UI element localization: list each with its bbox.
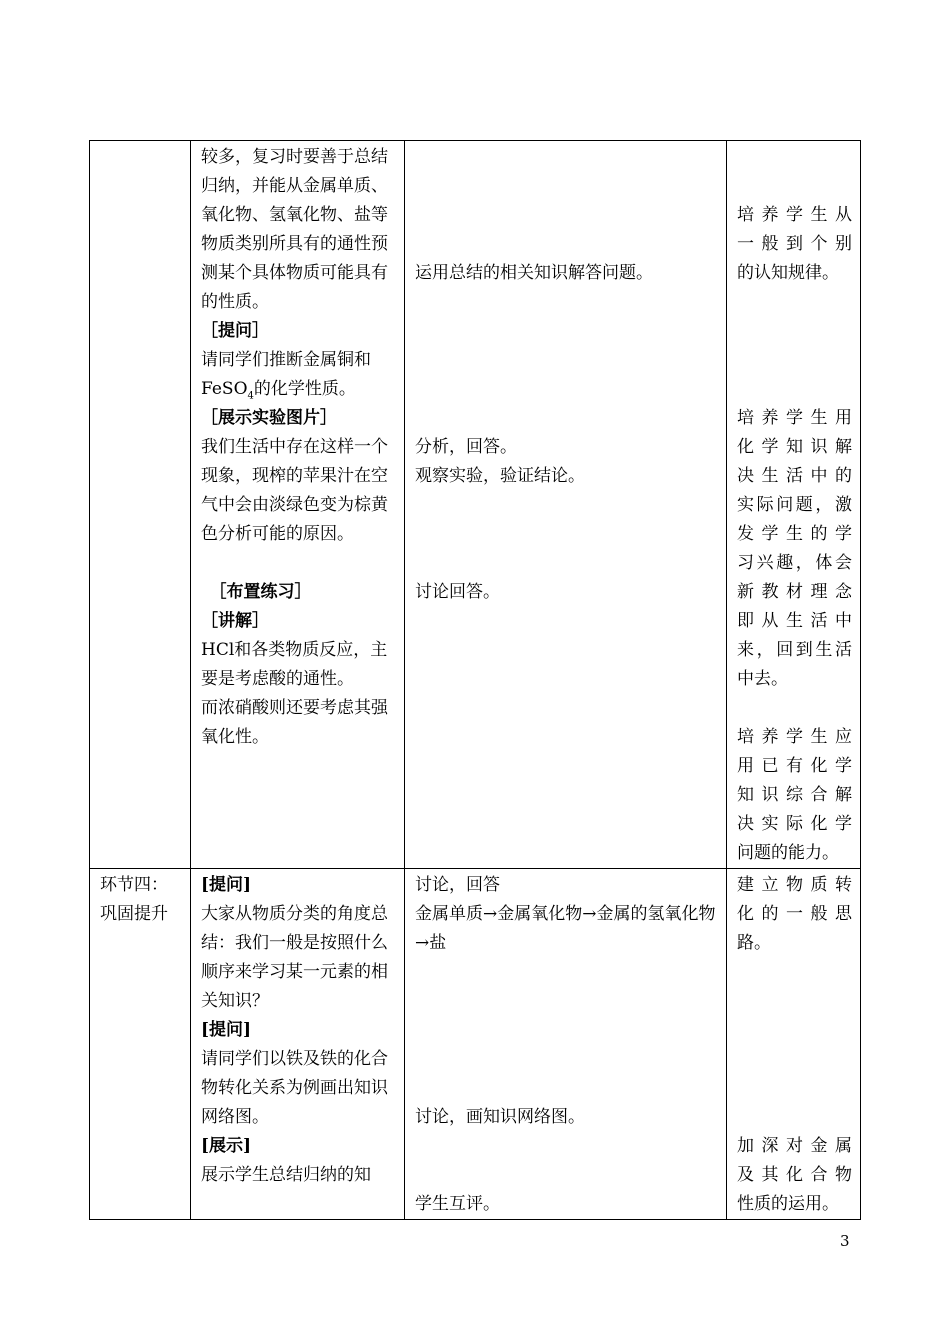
section-heading: [提问] <box>201 1020 252 1040</box>
intent-line: 即从生活中 <box>737 611 852 631</box>
intent-line: 加深对金属 <box>737 1136 852 1156</box>
student-text: 运用总结的相关知识解答问题。 <box>415 263 653 283</box>
table-row <box>90 869 861 1220</box>
teacher-text: HCl和各类物质反应，主要是考虑酸的通性。 <box>201 640 388 689</box>
intent-line: 用已有化学 <box>737 756 852 776</box>
student-text: 讨论，回答 <box>415 875 500 895</box>
section-heading: ［布置练习］ <box>201 582 312 602</box>
section-heading: ［提问］ <box>201 321 269 341</box>
intent-line: 来，回到生活 <box>737 640 852 660</box>
intent-line: 培养学生用 <box>737 408 852 428</box>
student-activity-cell <box>405 141 727 869</box>
intent-line: 决生活中的 <box>737 466 852 486</box>
intent-line: 实际问题，激 <box>737 495 852 515</box>
intent-line: 培养学生应 <box>737 727 852 747</box>
teacher-text: 请同学们推断金属铜和 <box>201 350 371 370</box>
section-heading: [提问] <box>201 875 252 895</box>
intent-line: 新教材理念 <box>737 582 852 602</box>
stage-cell <box>90 869 191 1220</box>
intent-line: 路。 <box>737 933 771 953</box>
intent-line: 中去。 <box>737 669 788 689</box>
page-number: 3 <box>840 1232 850 1250</box>
intent-line: 决实际化学 <box>737 814 852 834</box>
teacher-text: 我们生活中存在这样一个现象，现榨的苹果汁在空气中会由淡绿色变为棕黄色分析可能的原因。 <box>201 437 388 544</box>
intent-line: 化的一般思 <box>737 904 852 924</box>
teacher-text: 请同学们以铁及铁的化合物转化关系为例画出知识网络图。 <box>201 1049 388 1127</box>
intent-line: 化学知识解 <box>737 437 852 457</box>
student-text: 学生互评。 <box>415 1194 500 1214</box>
intent-line: 的认知规律。 <box>737 263 839 283</box>
student-text: 分析，回答。 <box>415 437 517 457</box>
intent-line: 发学生的学 <box>737 524 852 544</box>
teacher-text: 展示学生总结归纳的知 <box>201 1165 371 1185</box>
intent-line: 建立物质转 <box>737 875 852 895</box>
teacher-text: 大家从物质分类的角度总结：我们一般是按照什么顺序来学习某一元素的相关知识？ <box>201 904 388 1011</box>
section-heading: ［讲解］ <box>201 611 269 631</box>
formula-line: FeSO$_4$的化学性质。 <box>201 379 356 402</box>
teacher-text: 而浓硝酸则还要考虑其强氧化性。 <box>201 698 388 747</box>
intent-line: 知识综合解 <box>737 785 852 805</box>
table-row <box>90 141 861 869</box>
student-text: 讨论，画知识网络图。 <box>415 1107 585 1127</box>
design-intent-cell <box>727 869 861 1220</box>
teacher-activity-cell <box>191 869 405 1220</box>
student-activity-cell <box>405 869 727 1220</box>
student-text: 观察实验，验证结论。 <box>415 466 585 486</box>
intent-line: 培养学生从 <box>737 205 852 225</box>
intent-line: 一般到个别 <box>737 234 852 254</box>
stage-label: 环节四：巩固提升 <box>100 875 168 924</box>
teacher-activity-cell <box>191 141 405 869</box>
student-text: 讨论回答。 <box>415 582 500 602</box>
intent-line: 性质的运用。 <box>737 1194 839 1214</box>
lesson-plan-table <box>89 140 861 1220</box>
intent-line: 问题的能力。 <box>737 843 839 863</box>
intent-line: 习兴趣，体会 <box>737 553 852 573</box>
student-text: 金属单质→金属氧化物→金属的氢氧化物→盐 <box>415 904 716 953</box>
section-heading: [展示] <box>201 1136 252 1156</box>
stage-cell <box>90 141 191 869</box>
intent-line: 及其化合物 <box>737 1165 852 1185</box>
design-intent-cell <box>727 141 861 869</box>
teacher-text: 较多，复习时要善于总结归纳，并能从金属单质、氧化物、氢氧化物、盐等物质类别所具有的通性预测某个具体物质可能具有的性质。 <box>201 147 388 312</box>
section-heading: ［展示实验图片］ <box>201 408 337 428</box>
